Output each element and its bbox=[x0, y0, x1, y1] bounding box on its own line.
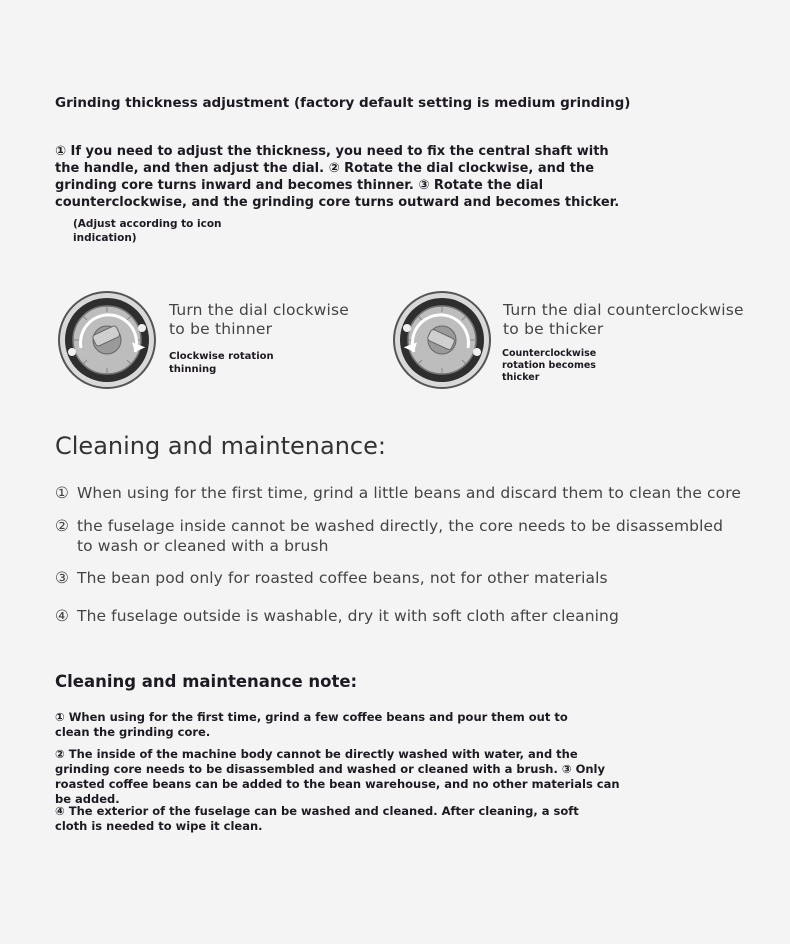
cleaning-item-number: ② bbox=[55, 517, 69, 535]
dial-counterclockwise-title-line2: to be thicker bbox=[503, 320, 604, 338]
cleaning-item-text: When using for the first time, grind a little beans and discard them to clean the core bbox=[77, 484, 741, 502]
cleaning-item bbox=[55, 483, 745, 503]
cleaning-item bbox=[55, 516, 745, 556]
cleaning-item-number: ④ bbox=[55, 607, 69, 625]
dial-clockwise-title-line1: Turn the dial clockwise bbox=[169, 301, 350, 319]
dial-counterclockwise-caption-line1: Counterclockwise bbox=[502, 348, 597, 359]
cleaning-item-number: ① bbox=[55, 484, 69, 502]
dial-clockwise-caption-line1: Clockwise rotation bbox=[169, 351, 274, 362]
grinding-paragraph: ① If you need to adjust the thickness, you need to fix the central shaft with the handle, and then adjust the dial. ② Rotate the dial clockwise, and the grinding core turns inward and becomes thinner. ③ Rotate the dial counterclockwise, and the grinding core turns outward and becomes thicker. bbox=[55, 144, 620, 210]
grinding-title: Grinding thickness adjustment (factory default setting is medium grinding) bbox=[55, 95, 631, 111]
dial-clockwise-title-line2: to be thinner bbox=[169, 320, 273, 338]
dial-counterclockwise-image bbox=[392, 290, 492, 390]
note-item: ① When using for the first time, grind a few coffee beans and pour them out to clean the grinding core. bbox=[55, 710, 568, 739]
grinder-dial-icon bbox=[57, 290, 157, 390]
dial-clockwise-image bbox=[57, 290, 157, 390]
grinder-dial-icon bbox=[392, 290, 492, 390]
dial-counterclockwise-caption-line2: rotation becomes bbox=[502, 360, 596, 371]
note-item: ② The inside of the machine body cannot be directly washed with water, and the grinding core needs to be disassembled and washed or cleaned with a brush. ③ Only roasted coffee beans can be added to the bean warehouse, and no other materials can be added. bbox=[55, 747, 620, 806]
cleaning-item-text: The bean pod only for roasted coffee beans, not for other materials bbox=[77, 569, 608, 587]
cleaning-item-text: The fuselage outside is washable, dry it with soft cloth after cleaning bbox=[77, 607, 619, 625]
cleaning-item-number: ③ bbox=[55, 569, 69, 587]
cleaning-title: Cleaning and maintenance: bbox=[55, 432, 386, 460]
note-title: Cleaning and maintenance note: bbox=[55, 672, 358, 691]
grinding-note: (Adjust according to icon indication) bbox=[73, 218, 222, 244]
note-item: ④ The exterior of the fuselage can be washed and cleaned. After cleaning, a soft cloth is needed to wipe it clean. bbox=[55, 804, 579, 833]
dial-counterclockwise-title-line1: Turn the dial counterclockwise bbox=[503, 301, 744, 319]
dial-counterclockwise-caption-line3: thicker bbox=[502, 372, 540, 383]
cleaning-item bbox=[55, 568, 745, 588]
dial-clockwise-caption-line2: thinning bbox=[169, 364, 217, 375]
cleaning-item-text: the fuselage inside cannot be washed directly, the core needs to be disassembled to wash or cleaned with a brush bbox=[77, 517, 724, 555]
cleaning-item bbox=[55, 606, 745, 626]
